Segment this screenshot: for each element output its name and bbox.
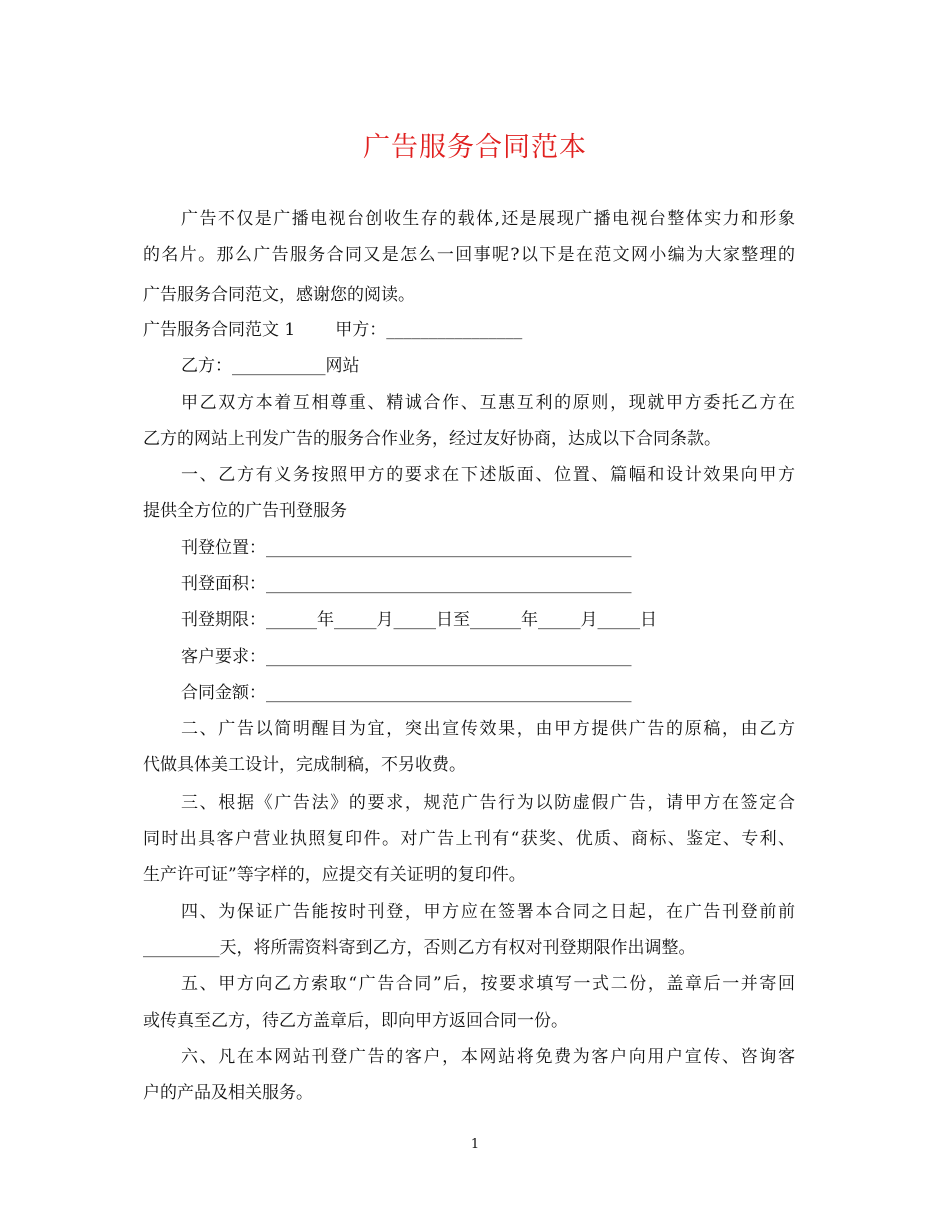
preamble-line-2: 乙方的网站上刊发广告的服务合作业务，经过友好协商，达成以下合同条款。 [143, 429, 721, 449]
clause-1-line-2: 提供全方位的广告刊登服务 [143, 501, 347, 521]
sample-heading: 广告服务合同范文 1 [143, 320, 296, 340]
field-amount: 合同金额：___________________________________________ [181, 683, 632, 703]
clause-1-line-1: 一、乙方有义务按照甲方的要求在下述版面、位置、篇幅和设计效果向甲方 [181, 465, 795, 485]
field-position: 刊登位置：___________________________________________ [181, 538, 632, 558]
clause-6-line-1: 六、凡在本网站刊登广告的客户，本网站将免费为客户向用户宣传、咨询客 [181, 1047, 795, 1067]
field-period: 刊登期限：______年_____月_____日至______年_____月_____日 [181, 610, 657, 630]
clause-2-line-2: 代做具体美工设计，完成制稿，不另收费。 [143, 755, 466, 775]
field-requirements: 客户要求：___________________________________________ [181, 647, 632, 667]
clause-3-line-1: 三、根据《广告法》的要求，规范广告行为以防虚假广告，请甲方在签定合 [181, 793, 795, 813]
clause-5-line-1: 五、甲方向乙方索取“广告合同”后，按要求填写一式二份，盖章后一并寄回 [181, 974, 795, 994]
preamble-line-1: 甲乙双方本着互相尊重、精诚合作、互惠互利的原则，现就甲方委托乙方在 [181, 393, 795, 413]
intro-line-2: 的名片。那么广告服务合同又是怎么一回事呢?以下是在范文网小编为大家整理的 [143, 245, 795, 265]
clause-2-line-1: 二、广告以简明醒目为宜，突出宣传效果，由甲方提供广告的原稿，由乙方 [181, 719, 795, 739]
clause-4-line-1: 四、为保证广告能按时刊登，甲方应在签署本合同之日起，在广告刊登前前 [181, 902, 795, 922]
intro-line-3: 广告服务合同范文，感谢您的阅读。 [143, 285, 415, 305]
clause-6-line-2: 户的产品及相关服务。 [143, 1083, 313, 1103]
sample-heading-row [143, 318, 522, 342]
page-number: 1 [470, 1137, 480, 1152]
field-area: 刊登面积：___________________________________________ [181, 574, 632, 594]
clause-3-line-3: 生产许可证”等字样的，应提交有关证明的复印件。 [143, 865, 526, 885]
clause-4-line-2: _________天，将所需资料寄到乙方，否则乙方有权对刊登期限作出调整。 [143, 938, 696, 958]
clause-5-line-2: 或传真至乙方，待乙方盖章后，即向甲方返回合同一份。 [143, 1011, 568, 1031]
clause-3-line-2: 同时出具客户营业执照复印件。对广告上刊有“获奖、优质、商标、鉴定、专利、 [143, 829, 795, 849]
party-a-field: 甲方：________________ [335, 320, 523, 340]
intro-line-1: 广告不仅是广播电视台创收生存的载体,还是展现广播电视台整体实力和形象 [181, 209, 795, 229]
document-title: 广告服务合同范本 [363, 132, 587, 163]
party-b-field: 乙方：___________网站 [181, 356, 360, 376]
